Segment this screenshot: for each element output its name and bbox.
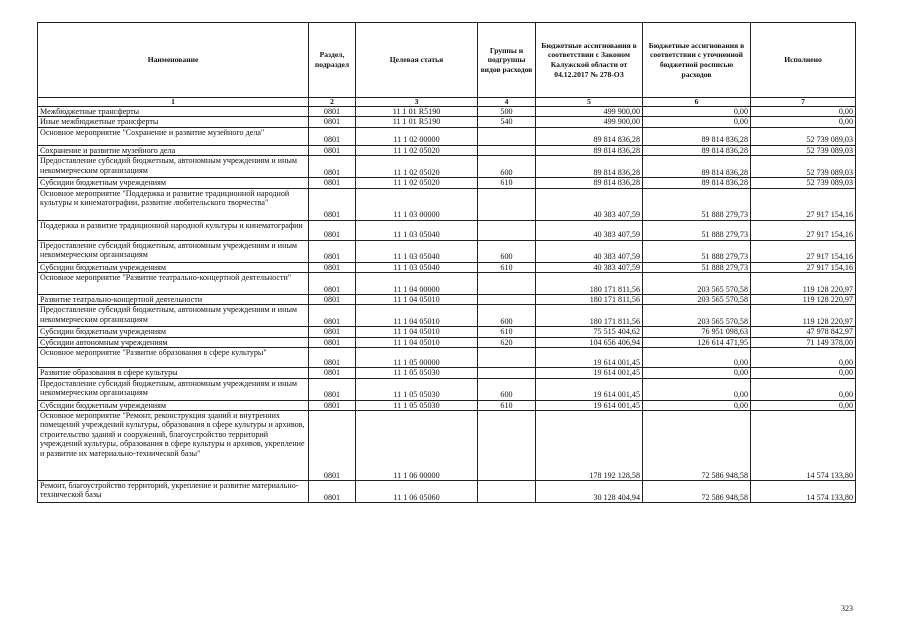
row-expense-group: 600 bbox=[478, 240, 536, 262]
row-expense-group bbox=[478, 188, 536, 220]
row-executed: 119 128 220,97 bbox=[751, 305, 856, 327]
row-name: Сохранение и развитие музейного дела bbox=[38, 145, 309, 155]
row-adjusted-allocation: 0,00 bbox=[643, 378, 751, 400]
row-section: 0801 bbox=[309, 411, 356, 481]
table-body bbox=[38, 107, 856, 503]
row-name: Основное мероприятие "Развитие театрально-концертной деятельности" bbox=[38, 273, 309, 295]
row-section: 0801 bbox=[309, 400, 356, 410]
header-adjusted-allocations: Бюджетные ассигнования в соответствии с уточненной бюджетной росписью расходов bbox=[643, 23, 751, 98]
row-expense-group bbox=[478, 127, 536, 145]
row-target-article: 11 1 06 00000 bbox=[356, 411, 478, 481]
row-executed: 27 917 154,16 bbox=[751, 188, 856, 220]
row-expense-group: 600 bbox=[478, 305, 536, 327]
row-executed: 0,00 bbox=[751, 400, 856, 410]
row-adjusted-allocation: 0,00 bbox=[643, 400, 751, 410]
row-target-article: 11 1 04 05010 bbox=[356, 337, 478, 347]
row-expense-group: 610 bbox=[478, 400, 536, 410]
column-number: 1 bbox=[38, 98, 309, 107]
row-name: Основное мероприятие "Сохранение и развитие музейного дела" bbox=[38, 127, 309, 145]
table-row bbox=[38, 220, 856, 240]
row-target-article: 11 1 05 05030 bbox=[356, 378, 478, 400]
table-row bbox=[38, 107, 856, 117]
row-section: 0801 bbox=[309, 273, 356, 295]
row-executed: 119 128 220,97 bbox=[751, 295, 856, 305]
row-expense-group bbox=[478, 220, 536, 240]
row-expense-group: 610 bbox=[478, 327, 536, 337]
row-name: Поддержка и развитие традиционной народной культуры и кинематографии bbox=[38, 220, 309, 240]
row-law-allocation: 89 814 836,28 bbox=[536, 178, 643, 188]
row-name: Развитие образования в сфере культуры bbox=[38, 368, 309, 378]
row-target-article: 11 1 01 R5190 bbox=[356, 117, 478, 127]
row-target-article: 11 1 03 05040 bbox=[356, 262, 478, 272]
table-row bbox=[38, 273, 856, 295]
row-section: 0801 bbox=[309, 378, 356, 400]
row-adjusted-allocation: 89 814 836,28 bbox=[643, 178, 751, 188]
row-adjusted-allocation: 0,00 bbox=[643, 117, 751, 127]
table-row bbox=[38, 145, 856, 155]
row-law-allocation: 19 614 001,45 bbox=[536, 378, 643, 400]
column-number: 4 bbox=[478, 98, 536, 107]
row-target-article: 11 1 02 05020 bbox=[356, 178, 478, 188]
row-executed: 0,00 bbox=[751, 107, 856, 117]
column-number: 6 bbox=[643, 98, 751, 107]
row-adjusted-allocation: 51 888 279,73 bbox=[643, 188, 751, 220]
document-page bbox=[37, 22, 855, 503]
row-target-article: 11 1 03 05040 bbox=[356, 220, 478, 240]
table-row bbox=[38, 178, 856, 188]
row-law-allocation: 89 814 836,28 bbox=[536, 127, 643, 145]
row-section: 0801 bbox=[309, 178, 356, 188]
row-expense-group: 600 bbox=[478, 378, 536, 400]
header-executed: Исполнено bbox=[751, 23, 856, 98]
table-row bbox=[38, 295, 856, 305]
row-section: 0801 bbox=[309, 188, 356, 220]
table-row bbox=[38, 327, 856, 337]
row-section: 0801 bbox=[309, 117, 356, 127]
column-number: 7 bbox=[751, 98, 856, 107]
row-target-article: 11 1 05 05030 bbox=[356, 400, 478, 410]
row-target-article: 11 1 01 R5190 bbox=[356, 107, 478, 117]
table-row bbox=[38, 348, 856, 368]
row-name: Основное мероприятие "Ремонт, реконструкция зданий и внутренних помещений учреждений культуры, образования в сфере культуры и архивов, строительство зданий и сооружений, благоустройство территорий учреждений культуры, образования в сфере культуры и архивов, укрепление и развитие их материально-технической базы" bbox=[38, 411, 309, 481]
row-executed: 14 574 133,80 bbox=[751, 481, 856, 503]
row-executed: 71 149 378,00 bbox=[751, 337, 856, 347]
table-row bbox=[38, 411, 856, 481]
row-law-allocation: 104 656 406,94 bbox=[536, 337, 643, 347]
row-law-allocation: 19 614 001,45 bbox=[536, 368, 643, 378]
row-adjusted-allocation: 0,00 bbox=[643, 348, 751, 368]
row-target-article: 11 1 02 05020 bbox=[356, 145, 478, 155]
row-target-article: 11 1 05 00000 bbox=[356, 348, 478, 368]
row-law-allocation: 40 383 407,59 bbox=[536, 188, 643, 220]
table-row bbox=[38, 188, 856, 220]
header-expense-groups: Группы и подгруппы видов расходов bbox=[478, 23, 536, 98]
row-executed: 0,00 bbox=[751, 368, 856, 378]
row-name: Предоставление субсидий бюджетным, автономным учреждениям и иным некоммерческим организациям bbox=[38, 378, 309, 400]
row-adjusted-allocation: 89 814 836,28 bbox=[643, 145, 751, 155]
row-name: Предоставление субсидий бюджетным, автономным учреждениям и иным некоммерческим организациям bbox=[38, 305, 309, 327]
row-adjusted-allocation: 51 888 279,73 bbox=[643, 262, 751, 272]
row-expense-group: 610 bbox=[478, 178, 536, 188]
row-executed: 0,00 bbox=[751, 378, 856, 400]
row-executed: 52 739 089,03 bbox=[751, 145, 856, 155]
row-expense-group bbox=[478, 273, 536, 295]
row-target-article: 11 1 03 05040 bbox=[356, 240, 478, 262]
row-name: Субсидии бюджетным учреждениям bbox=[38, 262, 309, 272]
row-name: Межбюджетные трансферты bbox=[38, 107, 309, 117]
header-target-article: Целевая статья bbox=[356, 23, 478, 98]
row-expense-group bbox=[478, 411, 536, 481]
row-section: 0801 bbox=[309, 481, 356, 503]
row-name: Субсидии бюджетным учреждениям bbox=[38, 400, 309, 410]
row-adjusted-allocation: 203 565 570,58 bbox=[643, 273, 751, 295]
row-law-allocation: 499 900,00 bbox=[536, 117, 643, 127]
table-row bbox=[38, 117, 856, 127]
row-section: 0801 bbox=[309, 220, 356, 240]
row-target-article: 11 1 04 05010 bbox=[356, 327, 478, 337]
row-adjusted-allocation: 203 565 570,58 bbox=[643, 305, 751, 327]
row-law-allocation: 180 171 811,56 bbox=[536, 273, 643, 295]
table-row bbox=[38, 127, 856, 145]
row-section: 0801 bbox=[309, 337, 356, 347]
row-name: Предоставление субсидий бюджетным, автономным учреждениям и иным некоммерческим организациям bbox=[38, 240, 309, 262]
row-adjusted-allocation: 72 586 948,58 bbox=[643, 481, 751, 503]
row-expense-group: 610 bbox=[478, 262, 536, 272]
row-executed: 0,00 bbox=[751, 348, 856, 368]
row-law-allocation: 180 171 811,56 bbox=[536, 305, 643, 327]
row-name: Субсидии автономным учреждениям bbox=[38, 337, 309, 347]
row-executed: 27 917 154,16 bbox=[751, 220, 856, 240]
row-name: Субсидии бюджетным учреждениям bbox=[38, 178, 309, 188]
row-section: 0801 bbox=[309, 348, 356, 368]
row-target-article: 11 1 04 00000 bbox=[356, 273, 478, 295]
row-section: 0801 bbox=[309, 368, 356, 378]
row-name: Основное мероприятие "Развитие образования в сфере культуры" bbox=[38, 348, 309, 368]
row-adjusted-allocation: 51 888 279,73 bbox=[643, 220, 751, 240]
row-name: Иные межбюджетные трансферты bbox=[38, 117, 309, 127]
row-section: 0801 bbox=[309, 107, 356, 117]
row-section: 0801 bbox=[309, 262, 356, 272]
row-law-allocation: 30 128 404,94 bbox=[536, 481, 643, 503]
table-row bbox=[38, 368, 856, 378]
row-law-allocation: 19 614 001,45 bbox=[536, 348, 643, 368]
row-name: Развитие театрально-концертной деятельности bbox=[38, 295, 309, 305]
row-name: Основное мероприятие "Поддержка и развитие традиционной народной культуры и кинематографии, развитие любительского творчества" bbox=[38, 188, 309, 220]
table-row bbox=[38, 305, 856, 327]
row-executed: 27 917 154,16 bbox=[751, 262, 856, 272]
header-law-allocations: Бюджетные ассигнования в соответствии с Законом Калужской области от 04.12.2017 № 278-ОЗ bbox=[536, 23, 643, 98]
row-law-allocation: 40 383 407,59 bbox=[536, 220, 643, 240]
row-target-article: 11 1 04 05010 bbox=[356, 305, 478, 327]
table-row bbox=[38, 156, 856, 178]
table-row bbox=[38, 400, 856, 410]
row-law-allocation: 75 515 404,62 bbox=[536, 327, 643, 337]
row-executed: 52 739 089,03 bbox=[751, 178, 856, 188]
row-adjusted-allocation: 203 565 570,58 bbox=[643, 295, 751, 305]
row-law-allocation: 499 900,00 bbox=[536, 107, 643, 117]
row-adjusted-allocation: 0,00 bbox=[643, 368, 751, 378]
row-adjusted-allocation: 126 614 471,95 bbox=[643, 337, 751, 347]
row-target-article: 11 1 04 05010 bbox=[356, 295, 478, 305]
row-expense-group bbox=[478, 481, 536, 503]
row-target-article: 11 1 06 05060 bbox=[356, 481, 478, 503]
row-law-allocation: 180 171 811,56 bbox=[536, 295, 643, 305]
row-section: 0801 bbox=[309, 145, 356, 155]
row-section: 0801 bbox=[309, 156, 356, 178]
row-adjusted-allocation: 51 888 279,73 bbox=[643, 240, 751, 262]
row-executed: 27 917 154,16 bbox=[751, 240, 856, 262]
row-expense-group: 620 bbox=[478, 337, 536, 347]
row-adjusted-allocation: 72 586 948,58 bbox=[643, 411, 751, 481]
row-section: 0801 bbox=[309, 305, 356, 327]
table-row bbox=[38, 481, 856, 503]
row-expense-group bbox=[478, 145, 536, 155]
table-row bbox=[38, 337, 856, 347]
row-executed: 52 739 089,03 bbox=[751, 156, 856, 178]
row-executed: 0,00 bbox=[751, 117, 856, 127]
row-law-allocation: 19 614 001,45 bbox=[536, 400, 643, 410]
row-name: Субсидии бюджетным учреждениям bbox=[38, 327, 309, 337]
row-executed: 119 128 220,97 bbox=[751, 273, 856, 295]
row-section: 0801 bbox=[309, 240, 356, 262]
row-target-article: 11 1 02 00000 bbox=[356, 127, 478, 145]
row-section: 0801 bbox=[309, 327, 356, 337]
column-number: 2 bbox=[309, 98, 356, 107]
row-law-allocation: 40 383 407,59 bbox=[536, 262, 643, 272]
table-row bbox=[38, 378, 856, 400]
row-executed: 52 739 089,03 bbox=[751, 127, 856, 145]
row-adjusted-allocation: 0,00 bbox=[643, 107, 751, 117]
row-expense-group bbox=[478, 295, 536, 305]
table-row bbox=[38, 240, 856, 262]
row-adjusted-allocation: 76 951 098,63 bbox=[643, 327, 751, 337]
row-name: Предоставление субсидий бюджетным, автономным учреждениям и иным некоммерческим организациям bbox=[38, 156, 309, 178]
row-executed: 14 574 133,80 bbox=[751, 411, 856, 481]
table-header-row bbox=[38, 23, 856, 98]
column-number-row bbox=[38, 98, 856, 107]
row-expense-group: 540 bbox=[478, 117, 536, 127]
row-adjusted-allocation: 89 814 836,28 bbox=[643, 127, 751, 145]
header-section: Раздел, подраздел bbox=[309, 23, 356, 98]
row-law-allocation: 40 383 407,59 bbox=[536, 240, 643, 262]
row-law-allocation: 178 192 128,58 bbox=[536, 411, 643, 481]
table-row bbox=[38, 262, 856, 272]
row-section: 0801 bbox=[309, 127, 356, 145]
row-expense-group: 500 bbox=[478, 107, 536, 117]
row-expense-group: 600 bbox=[478, 156, 536, 178]
row-executed: 47 978 842,97 bbox=[751, 327, 856, 337]
row-target-article: 11 1 05 05030 bbox=[356, 368, 478, 378]
row-law-allocation: 89 814 836,28 bbox=[536, 145, 643, 155]
row-law-allocation: 89 814 836,28 bbox=[536, 156, 643, 178]
row-target-article: 11 1 03 00000 bbox=[356, 188, 478, 220]
column-number: 5 bbox=[536, 98, 643, 107]
row-expense-group bbox=[478, 348, 536, 368]
column-number: 3 bbox=[356, 98, 478, 107]
budget-table bbox=[37, 22, 856, 503]
header-name: Наименование bbox=[38, 23, 309, 98]
row-target-article: 11 1 02 05020 bbox=[356, 156, 478, 178]
row-adjusted-allocation: 89 814 836,28 bbox=[643, 156, 751, 178]
row-expense-group bbox=[478, 368, 536, 378]
row-name: Ремонт, благоустройство территорий, укрепление и развитие материально-технической базы bbox=[38, 481, 309, 503]
row-section: 0801 bbox=[309, 295, 356, 305]
page-number: 323 bbox=[841, 604, 853, 613]
